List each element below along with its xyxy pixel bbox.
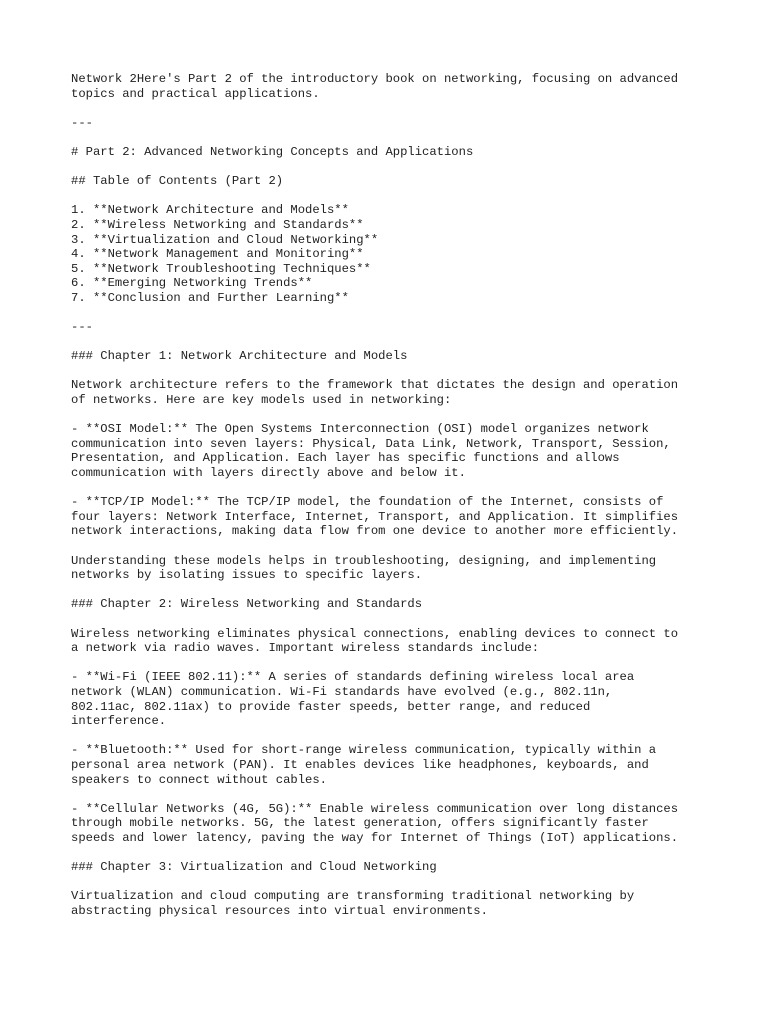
toc-heading: ## Table of Contents (Part 2) — [71, 174, 284, 189]
toc-item: 5. **Network Troubleshooting Techniques** — [71, 261, 371, 276]
separator: --- — [71, 115, 93, 130]
chapter-1-summary: Understanding these models helps in troubleshooting, designing, and implementing networks by isolating issues to specific layers. — [71, 553, 657, 583]
toc-item: 3. **Virtualization and Cloud Networking** — [71, 232, 379, 247]
tcpip-model-item: - **TCP/IP Model:** The TCP/IP model, the foundation of the Internet, consists of four layers: Network Interface, Internet, Transport, and Application. It simplifies network interactions, making data flow from one device to another more efficiently. — [71, 495, 679, 539]
bluetooth-item: - **Bluetooth:** Used for short-range wireless communication, typically within a personal area network (PAN). It enables devices like headphones, keyboards, and speakers to connect without cables. — [71, 743, 657, 787]
intro-paragraph: Network 2Here's Part 2 of the introductory book on networking, focusing on advanced topics and practical applications. — [71, 72, 679, 101]
chapter-1-intro: Network architecture refers to the framework that dictates the design and operation of networks. Here are key models used in networking: — [71, 378, 679, 408]
osi-model-item: - **OSI Model:** The Open Systems Interconnection (OSI) model organizes network communication into seven layers: Physical, Data Link, Network, Transport, Session, Presentation, and Application. Each layer has specific functions and allows communication with layers directly above and below it. — [71, 422, 671, 481]
chapter-3-intro: Virtualization and cloud computing are transforming traditional networking by abstracting physical resources into virtual environments. — [71, 889, 635, 918]
chapter-2-intro: Wireless networking eliminates physical connections, enabling devices to connect to a network via radio waves. Important wireless standards include: — [71, 626, 679, 656]
separator: --- — [71, 320, 93, 335]
chapter-1-heading: ### Chapter 1: Network Architecture and Models — [71, 349, 408, 364]
chapter-3-heading: ### Chapter 3: Virtualization and Cloud Networking — [71, 860, 437, 875]
toc-item: 4. **Network Management and Monitoring** — [71, 247, 364, 262]
cellular-item: - **Cellular Networks (4G, 5G):** Enable wireless communication over long distances through mobile networks. 5G, the latest generation, offers significantly faster speeds and lower latency, paving the way for Internet of Things (IoT) applications. — [71, 801, 679, 845]
wifi-item: - **Wi-Fi (IEEE 802.11):** A series of standards defining wireless local area network (WLAN) communication. Wi-Fi standards have evolved (e.g., 802.11n, 802.11ac, 802.11ax) to provide faster speeds, better range, and reduced interference. — [71, 670, 635, 729]
part-heading: # Part 2: Advanced Networking Concepts and Applications — [71, 144, 474, 159]
document-page — [71, 72, 711, 918]
chapter-2-heading: ### Chapter 2: Wireless Networking and Standards — [71, 597, 423, 612]
toc-list — [71, 203, 711, 305]
toc-item: 1. **Network Architecture and Models** — [71, 203, 349, 218]
toc-item: 2. **Wireless Networking and Standards** — [71, 217, 364, 232]
toc-item: 6. **Emerging Networking Trends** — [71, 276, 313, 291]
toc-item: 7. **Conclusion and Further Learning** — [71, 290, 349, 305]
